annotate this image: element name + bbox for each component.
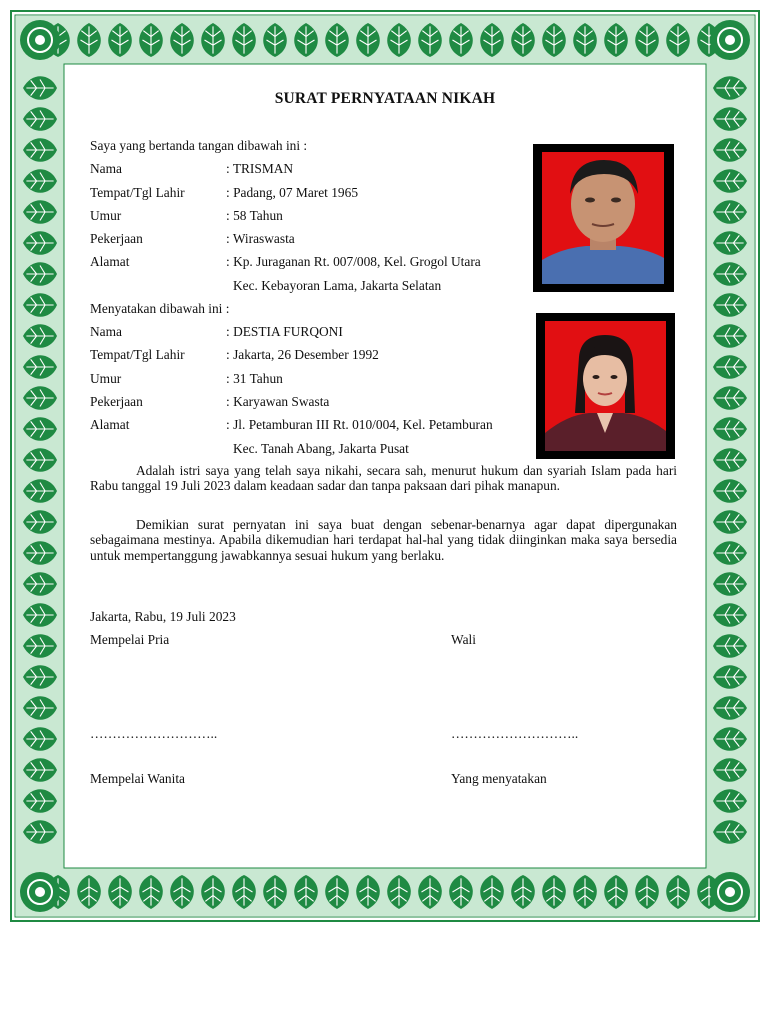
- person2-label-job: Pekerjaan: [90, 394, 143, 409]
- declarant-signature-label: Yang menyatakan: [451, 771, 547, 786]
- person2-label-birth: Tempat/Tgl Lahir: [90, 347, 185, 362]
- statement-paragraph: [90, 463, 677, 494]
- person1-value-age: : 58 Tahun: [226, 208, 283, 223]
- guardian-signature-line: ………………………..: [451, 726, 579, 741]
- person2-value-age: : 31 Tahun: [226, 371, 283, 386]
- person2-value-address: : Jl. Petamburan III Rt. 010/004, Kel. Petamburan: [226, 417, 493, 432]
- document-content: [10, 10, 760, 922]
- person1-label-age: Umur: [90, 208, 122, 223]
- person2-address-line2: Kec. Tanah Abang, Jakarta Pusat: [233, 441, 409, 456]
- person1-value-birth: : Padang, 07 Maret 1965: [226, 185, 359, 200]
- person2-value-name: : DESTIA FURQONI: [226, 324, 343, 339]
- person1-address-line2: Kec. Kebayoran Lama, Jakarta Selatan: [233, 278, 442, 293]
- intro-text: Saya yang bertanda tangan dibawah ini :: [90, 138, 308, 153]
- person2-value-job: : Karyawan Swasta: [226, 394, 330, 409]
- person1-value-address: : Kp. Juraganan Rt. 007/008, Kel. Grogol Utara: [226, 254, 481, 269]
- bride-photo: [536, 313, 675, 459]
- closing-paragraph-text: Demikian surat pernyatan ini saya buat dengan sebenar-benarnya agar dapat dipergunakan sebagaimana mestinya. Apabila dikemudian hari terdapat hal-hal yang tidak diinginkan maka saya bersedia untuk mempertanggung jawabkannya sesuai hukum yang berlaku.: [90, 517, 677, 563]
- groom-signature-label: Mempelai Pria: [90, 632, 170, 647]
- groom-signature-line: ………………………..: [90, 726, 218, 741]
- person1-value-job: : Wiraswasta: [226, 231, 295, 246]
- person1-label-job: Pekerjaan: [90, 231, 143, 246]
- groom-portrait: [542, 152, 664, 284]
- bride-portrait: [545, 321, 666, 451]
- person1-value-name: : TRISMAN: [226, 161, 294, 176]
- document-title: SURAT PERNYATAAN NIKAH: [274, 90, 496, 107]
- person2-label-name: Nama: [90, 324, 122, 339]
- person1-label-name: Nama: [90, 161, 122, 176]
- person1-label-birth: Tempat/Tgl Lahir: [90, 185, 185, 200]
- person2-label-age: Umur: [90, 371, 122, 386]
- person2-label-address: Alamat: [90, 417, 130, 432]
- place-date: Jakarta, Rabu, 19 Juli 2023: [90, 609, 236, 624]
- bride-signature-label: Mempelai Wanita: [90, 771, 185, 786]
- guardian-signature-label: Wali: [451, 632, 476, 647]
- statement-paragraph-text: Adalah istri saya yang telah saya nikahi, secara sah, menurut hukum dan syariah Islam pada hari Rabu tanggal 19 Juli 2023 dalam keadaan sadar dan tanpa paksaan dari pihak manapun.: [90, 463, 677, 494]
- closing-paragraph: [90, 517, 677, 563]
- certificate-page: [10, 10, 760, 922]
- middle-text: Menyatakan dibawah ini :: [90, 301, 230, 316]
- groom-photo: [533, 144, 674, 292]
- person2-value-birth: : Jakarta, 26 Desember 1992: [226, 347, 379, 362]
- person1-label-address: Alamat: [90, 254, 130, 269]
